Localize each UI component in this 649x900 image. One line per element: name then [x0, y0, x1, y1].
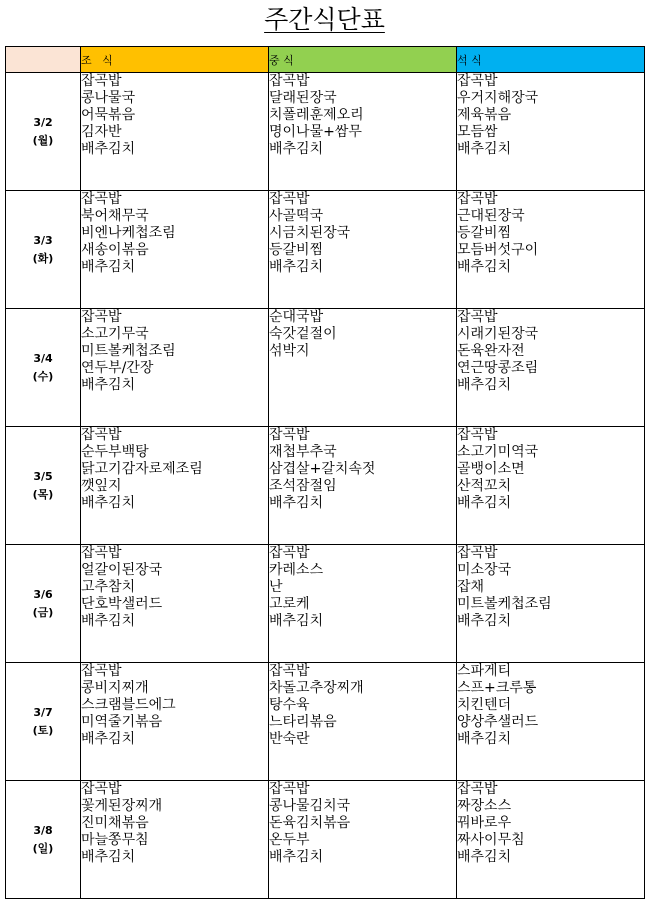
menu-item: 배추김치 — [81, 613, 136, 629]
menu-item: 배추김치 — [81, 141, 136, 157]
day-cell — [6, 427, 81, 545]
menu-item: 잡곡밥 — [81, 309, 122, 325]
day-weekday: (목) — [32, 487, 54, 501]
menu-item: 고추참치 — [81, 579, 136, 595]
menu-item: 잡곡밥 — [269, 545, 310, 561]
menu-item: 배추김치 — [457, 377, 512, 393]
dinner-cell — [457, 781, 645, 899]
menu-item: 잡곡밥 — [81, 663, 122, 679]
menu-item: 연두부/간장 — [81, 360, 154, 376]
menu-item: 재첩부추국 — [269, 444, 337, 460]
menu-item: 새송이볶음 — [81, 242, 149, 258]
menu-item: 느타리볶음 — [269, 714, 337, 730]
menu-item: 배추김치 — [269, 849, 324, 865]
menu-item: 잡곡밥 — [81, 545, 122, 561]
menu-body — [6, 73, 645, 899]
menu-item: 고로케 — [269, 596, 310, 612]
dinner-cell — [457, 191, 645, 309]
day-row — [6, 781, 645, 899]
menu-item: 치폴레훈제오리 — [269, 107, 364, 123]
menu-item: 잡곡밥 — [269, 663, 310, 679]
menu-item: 짜사이무침 — [457, 832, 525, 848]
day-date: 3/5 — [33, 469, 53, 483]
menu-item: 골뱅이소면 — [457, 461, 525, 477]
menu-item: 양상추샐러드 — [457, 714, 539, 730]
menu-item: 순대국밥 — [269, 309, 324, 325]
day-weekday: (금) — [32, 605, 54, 619]
breakfast-cell — [81, 781, 269, 899]
menu-item: 꿔바로우 — [457, 815, 512, 831]
menu-item: 산적꼬치 — [457, 478, 512, 494]
day-weekday: (수) — [32, 369, 54, 383]
day-cell — [6, 781, 81, 899]
menu-item: 잡곡밥 — [457, 191, 498, 207]
menu-item: 콩나물국 — [81, 90, 136, 106]
menu-item: 잡곡밥 — [457, 427, 498, 443]
menu-item: 비엔나케첩조림 — [81, 225, 176, 241]
header-lunch: 중 식 — [269, 47, 457, 73]
menu-item: 등갈비찜 — [457, 225, 512, 241]
lunch-cell — [269, 781, 457, 899]
menu-item: 얼갈이된장국 — [81, 562, 163, 578]
menu-item: 배추김치 — [269, 613, 324, 629]
menu-item: 소고기미역국 — [457, 444, 539, 460]
day-weekday: (토) — [32, 723, 54, 737]
menu-item: 배추김치 — [269, 259, 324, 275]
menu-item: 배추김치 — [81, 259, 136, 275]
header-breakfast: 조 식 — [81, 47, 269, 73]
menu-item: 배추김치 — [81, 731, 136, 747]
menu-item: 잡곡밥 — [457, 781, 498, 797]
menu-item: 꽃게된장찌개 — [81, 798, 163, 814]
menu-item: 잡곡밥 — [269, 781, 310, 797]
menu-item: 돈육완자전 — [457, 343, 525, 359]
menu-item: 모듬쌈 — [457, 124, 498, 140]
menu-item: 배추김치 — [81, 849, 136, 865]
page-title — [0, 4, 649, 36]
menu-item: 시래기된장국 — [457, 326, 539, 342]
menu-item: 삼겹살+갈치속젓 — [269, 461, 376, 477]
menu-item: 근대된장국 — [457, 208, 525, 224]
menu-item: 단호박샐러드 — [81, 596, 163, 612]
day-weekday: (일) — [32, 841, 54, 855]
day-cell — [6, 309, 81, 427]
menu-item: 미소장국 — [457, 562, 512, 578]
menu-item: 난 — [269, 579, 283, 595]
header-corner — [6, 47, 81, 73]
menu-item: 순두부백탕 — [81, 444, 149, 460]
dinner-cell — [457, 427, 645, 545]
menu-item: 스크램블드에그 — [81, 697, 176, 713]
menu-item: 배추김치 — [457, 613, 512, 629]
day-date: 3/8 — [33, 823, 53, 837]
menu-item: 배추김치 — [457, 731, 512, 747]
menu-item: 배추김치 — [269, 495, 324, 511]
menu-item: 카레소스 — [269, 562, 324, 578]
menu-item: 어묵볶음 — [81, 107, 136, 123]
menu-item: 모듬버섯구이 — [457, 242, 539, 258]
menu-item: 명이나물+쌈무 — [269, 124, 362, 140]
day-cell — [6, 73, 81, 191]
menu-item: 배추김치 — [81, 377, 136, 393]
day-weekday: (월) — [32, 133, 54, 147]
menu-item: 배추김치 — [457, 849, 512, 865]
day-row — [6, 427, 645, 545]
lunch-cell — [269, 427, 457, 545]
menu-item: 배추김치 — [457, 495, 512, 511]
menu-item: 김자반 — [81, 124, 122, 140]
dinner-cell — [457, 73, 645, 191]
breakfast-cell — [81, 427, 269, 545]
header-row — [6, 47, 645, 73]
menu-item: 치킨텐더 — [457, 697, 512, 713]
menu-item: 잡곡밥 — [457, 73, 498, 89]
menu-item: 잡채 — [457, 579, 485, 595]
lunch-cell — [269, 663, 457, 781]
day-date: 3/4 — [33, 351, 53, 365]
menu-item: 잡곡밥 — [269, 427, 310, 443]
menu-item: 조석잠절임 — [269, 478, 337, 494]
menu-item: 섞박지 — [269, 343, 310, 359]
page-title-text: 주간식단표 — [264, 5, 385, 34]
menu-item: 스파게티 — [457, 663, 512, 679]
lunch-cell — [269, 73, 457, 191]
menu-item: 잡곡밥 — [81, 427, 122, 443]
day-row — [6, 73, 645, 191]
menu-item: 잡곡밥 — [81, 73, 122, 89]
menu-item: 미트볼케첩조림 — [81, 343, 176, 359]
breakfast-cell — [81, 191, 269, 309]
menu-item: 미역줄기볶음 — [81, 714, 163, 730]
breakfast-cell — [81, 73, 269, 191]
menu-item: 우거지해장국 — [457, 90, 539, 106]
menu-item: 잡곡밥 — [269, 191, 310, 207]
lunch-cell — [269, 309, 457, 427]
header-dinner: 석 식 — [457, 47, 645, 73]
menu-item: 미트볼케첩조림 — [457, 596, 552, 612]
dinner-cell — [457, 663, 645, 781]
menu-item: 깻잎지 — [81, 478, 122, 494]
menu-item: 등갈비찜 — [269, 242, 324, 258]
breakfast-cell — [81, 545, 269, 663]
day-date: 3/6 — [33, 587, 53, 601]
menu-item: 소고기무국 — [81, 326, 149, 342]
menu-item: 연근땅콩조림 — [457, 360, 539, 376]
breakfast-cell — [81, 309, 269, 427]
menu-item: 달래된장국 — [269, 90, 337, 106]
menu-item: 북어채무국 — [81, 208, 149, 224]
weekly-menu-table — [5, 46, 645, 899]
day-date: 3/3 — [33, 233, 53, 247]
menu-item: 제육볶음 — [457, 107, 512, 123]
lunch-cell — [269, 545, 457, 663]
menu-item: 사골떡국 — [269, 208, 324, 224]
menu-item: 탕수육 — [269, 697, 310, 713]
menu-item: 돈육김치볶음 — [269, 815, 351, 831]
menu-item: 잡곡밥 — [81, 781, 122, 797]
menu-item: 시금치된장국 — [269, 225, 351, 241]
menu-item: 온두부 — [269, 832, 310, 848]
menu-item: 콩나물김치국 — [269, 798, 351, 814]
menu-item: 짜장소스 — [457, 798, 512, 814]
menu-item: 배추김치 — [457, 141, 512, 157]
menu-item: 잡곡밥 — [457, 309, 498, 325]
day-cell — [6, 663, 81, 781]
day-row — [6, 191, 645, 309]
menu-item: 진미채볶음 — [81, 815, 149, 831]
day-row — [6, 309, 645, 427]
menu-item: 배추김치 — [269, 141, 324, 157]
menu-item: 닭고기감자로제조림 — [81, 461, 203, 477]
day-cell — [6, 545, 81, 663]
menu-item: 차돌고추장찌개 — [269, 680, 364, 696]
day-row — [6, 545, 645, 663]
dinner-cell — [457, 309, 645, 427]
dinner-cell — [457, 545, 645, 663]
day-cell — [6, 191, 81, 309]
menu-item: 마늘쫑무침 — [81, 832, 149, 848]
day-row — [6, 663, 645, 781]
menu-item: 스프+크루통 — [457, 680, 537, 696]
menu-item: 잡곡밥 — [81, 191, 122, 207]
menu-item: 숙갓겉절이 — [269, 326, 337, 342]
menu-item: 잡곡밥 — [269, 73, 310, 89]
menu-item: 콩비지찌개 — [81, 680, 149, 696]
lunch-cell — [269, 191, 457, 309]
day-weekday: (화) — [32, 251, 54, 265]
menu-item: 배추김치 — [81, 495, 136, 511]
day-date: 3/7 — [33, 705, 53, 719]
day-date: 3/2 — [33, 115, 53, 129]
menu-item: 잡곡밥 — [457, 545, 498, 561]
menu-item: 배추김치 — [457, 259, 512, 275]
menu-item: 반숙란 — [269, 731, 310, 747]
breakfast-cell — [81, 663, 269, 781]
